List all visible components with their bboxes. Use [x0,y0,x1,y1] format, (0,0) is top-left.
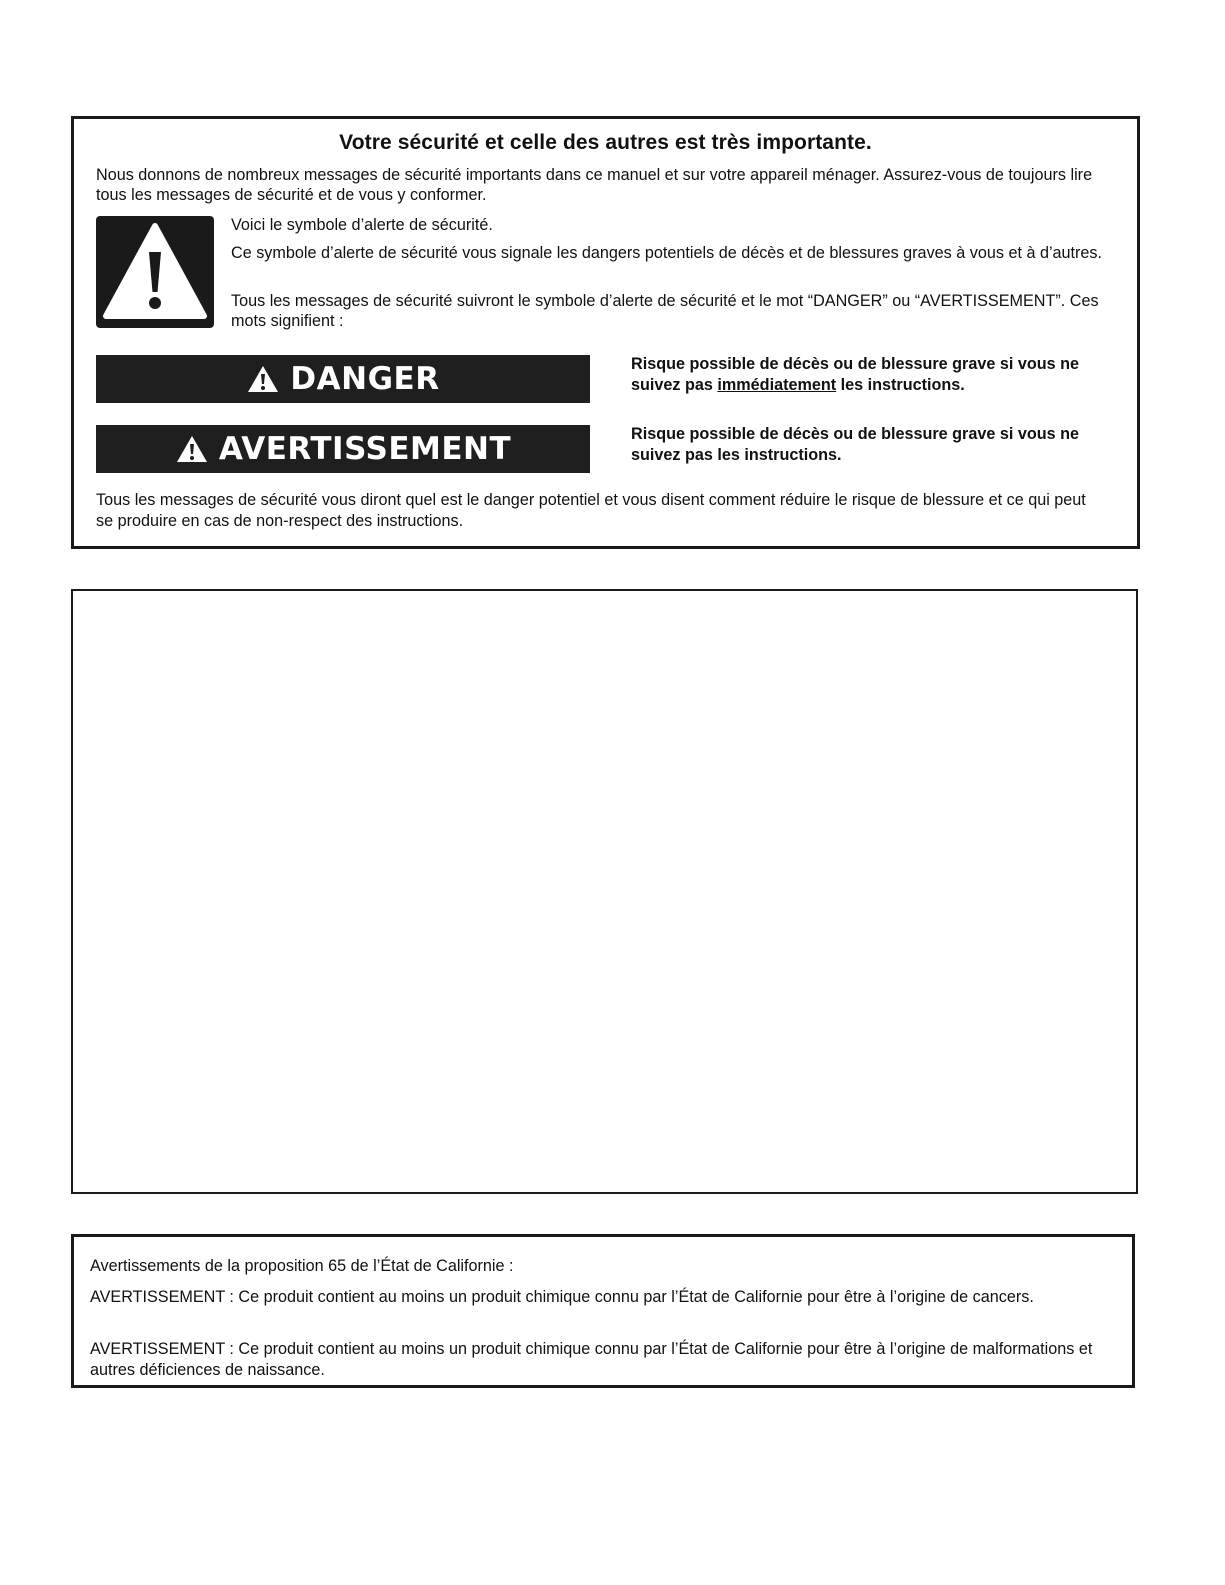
warning-triangle-icon [175,434,209,464]
prop65-warning-cancer: AVERTISSEMENT : Ce produit contient au moins un produit chimique connu par l’État de Californie pour être à l’origine de cancers. [90,1288,1034,1306]
safety-info-box [71,116,1140,549]
immediately-underlined: immédiatement [717,376,837,394]
warning-label: AVERTISSEMENT [218,431,512,467]
safety-title: Votre sécurité et celle des autres est très importante. [339,131,872,154]
warning-banner [96,425,590,473]
alert-symbol-text: Voici le symbole d’alerte de sécurité. [231,216,493,234]
safety-alert-icon [96,216,214,328]
danger-description: Risque possible de décès ou de blessure grave si vous ne suivez pas immédiatement les instructions. [631,355,1080,394]
empty-content-box [71,589,1138,1194]
danger-banner [96,355,590,403]
alert-signal-words-text: Tous les messages de sécurité suivront le symbole d’alerte de sécurité et le mot “DANGER” ou “AVERTISSEMENT”. Ces mots signifient : [231,292,1099,330]
alert-explain-text: Ce symbole d’alerte de sécurité vous signale les dangers potentiels de décès et de blessures graves à vous et à d’autres. [231,244,1103,262]
prop65-warning-birth-defects: AVERTISSEMENT : Ce produit contient au moins un produit chimique connu par l’État de Californie pour être à l’origine de malformations et autres déficiences de naissance. [90,1340,1093,1379]
safety-intro-text: Nous donnons de nombreux messages de sécurité importants dans ce manuel et sur votre appareil ménager. Assurez-vous de toujours lire tous les messages de sécurité et de vous y conformer. [96,166,1093,204]
warning-triangle-icon [246,364,280,394]
prop65-box [71,1234,1135,1388]
safety-footer-text: Tous les messages de sécurité vous diront quel est le danger potentiel et vous disent comment réduire le risque de blessure et ce qui peut se produire en cas de non-respect des instructions. [96,491,1086,530]
prop65-title: Avertissements de la proposition 65 de l’État de Californie : [90,1257,514,1275]
danger-label: DANGER [290,361,440,397]
warning-description: Risque possible de décès ou de blessure grave si vous ne suivez pas les instructions. [631,425,1080,464]
